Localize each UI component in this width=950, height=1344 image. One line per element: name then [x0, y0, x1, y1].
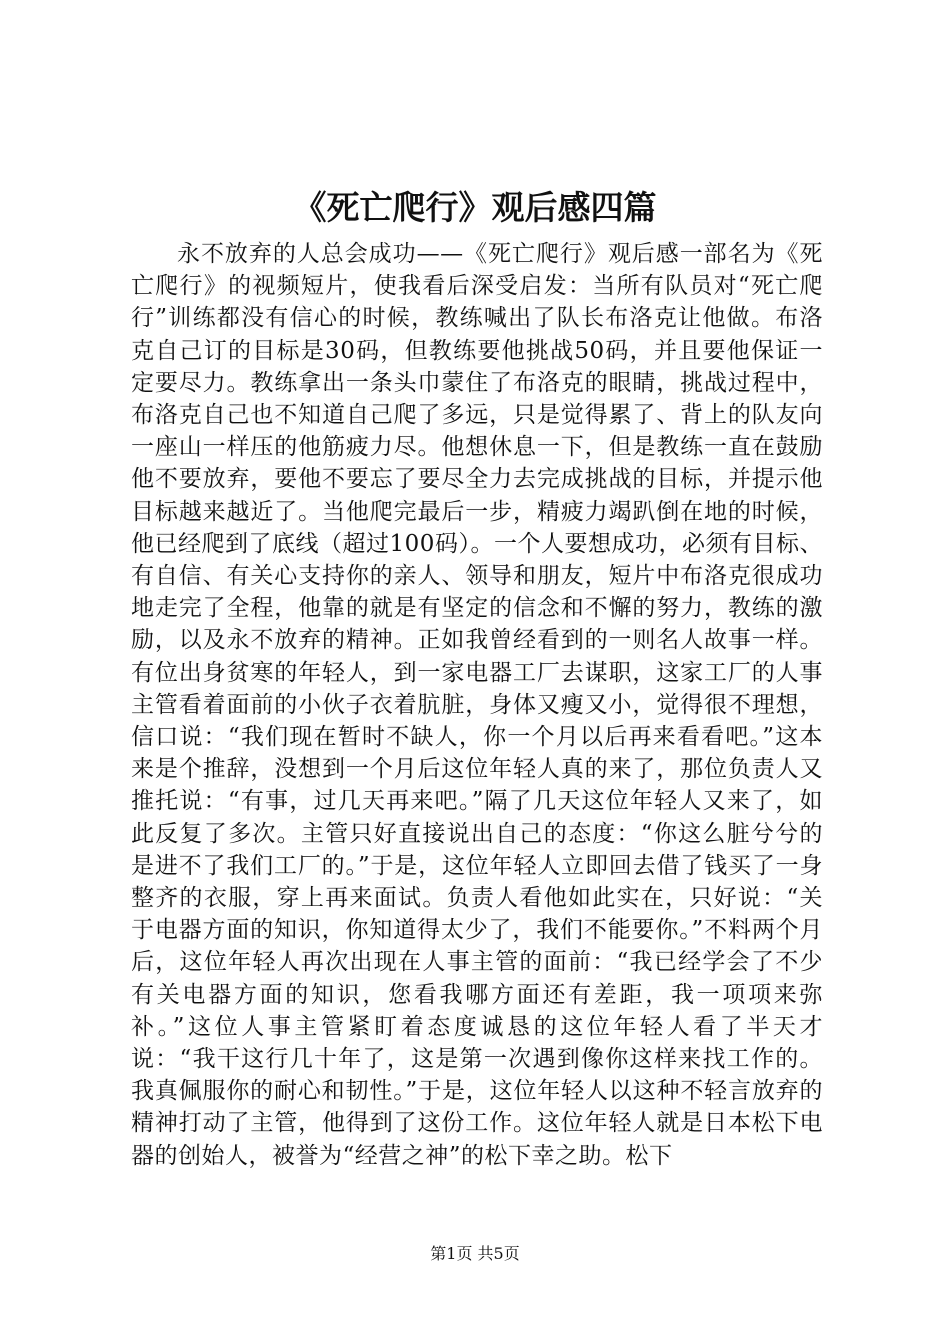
document-title: 《死亡爬行》观后感四篇	[293, 188, 657, 227]
document-body-paragraph: 永不放弃的人总会成功——《死亡爬行》观后感一部名为《死亡爬行》的视频短片，使我看后深受启发：当所有队员对“死亡爬行”训练都没有信心的时候，教练喊出了队长布洛克让他做。布洛克自己订的目标是30码，但教练要他挑战50码，并且要他保证一定要尽力。教练拿出一条头巾蒙住了布洛克的眼睛，挑战过程中，布洛克自己也不知道自己爬了多远，只是觉得累了、背上的队友向一座山一样压的他筋疲力尽。他想休息一下，但是教练一直在鼓励他不要放弃，要他不要忘了要尽全力去完成挑战的目标，并提示他目标越来越近了。当他爬完最后一步，精疲力竭趴倒在地的时候，他已经爬到了底线（超过100码）。一个人要想成功，必须有目标、有自信、有关心支持你的亲人、领导和朋友，短片中布洛克很成功地走完了全程，他靠的就是有坚定的信念和不懈的努力，教练的激励，以及永不放弃的精神。正如我曾经看到的一则名人故事一样。有位出身贫寒的年轻人，到一家电器工厂去谋职，这家工厂的人事主管看着面前的小伙子衣着肮脏，身体又瘦又小，觉得很不理想，信口说：“我们现在暂时不缺人，你一个月以后再来看看吧。”这本来是个推辞，没想到一个月后这位年轻人真的来了，那位负责人又推托说：“有事，过几天再来吧。”隔了几天这位年轻人又来了，如此反复了多次。主管只好直接说出自己的态度：“你这么脏兮兮的是进不了我们工厂的。”于是，这位年轻人立即回去借了钱买了一身整齐的衣服，穿上再来面试。负责人看他如此实在，只好说：“关于电器方面的知识，你知道得太少了，我们不能要你。”不料两个月后，这位年轻人再次出现在人事主管的面前：“我已经学会了不少有关电器方面的知识，您看我哪方面还有差距，我一项项来弥补。”这位人事主管紧盯着态度诚恳的这位年轻人看了半天才说：“我干这行几十年了，这是第一次遇到像你这样来找工作的。我真佩服你的耐心和韧性。”于是，这位年轻人以这种不轻言放弃的精神打动了主管，他得到了这份工作。这位年轻人就是日本松下电器的创始人，被誉为“经营之神”的松下幸之助。松下	[131, 241, 823, 1169]
page-number-footer: 第1页 共5页	[430, 1244, 520, 1263]
